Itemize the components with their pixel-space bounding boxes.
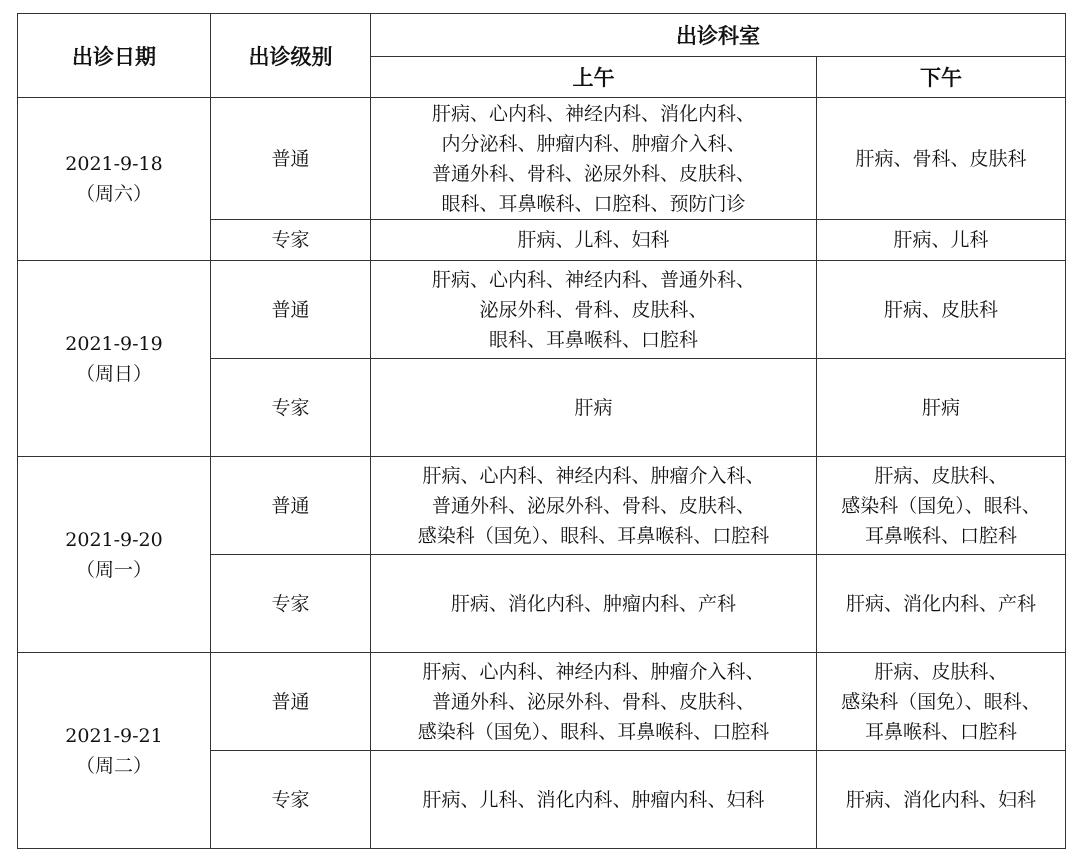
table-row bbox=[18, 98, 1066, 220]
am-cell bbox=[371, 98, 817, 220]
date-cell bbox=[18, 457, 211, 653]
am-line: 眼科、耳鼻喉科、口腔科、预防门诊 bbox=[441, 192, 746, 215]
date-line: （周二） bbox=[75, 754, 152, 777]
pm-cell bbox=[817, 457, 1066, 555]
am-line: 肝病、心内科、神经内科、肿瘤介入科、 bbox=[422, 660, 765, 683]
am-line: 肝病、心内科、神经内科、普通外科、 bbox=[431, 268, 755, 291]
date-line: 2021-9-18 bbox=[65, 153, 163, 175]
level-cell: 专家 bbox=[211, 220, 371, 261]
pm-line: 感染科（国免）、眼科、 bbox=[841, 494, 1041, 517]
pm-cell bbox=[817, 751, 1066, 849]
pm-line: 肝病 bbox=[921, 396, 960, 419]
am-line: 普通外科、泌尿外科、骨科、皮肤科、 bbox=[431, 690, 755, 713]
pm-line: 肝病、消化内科、妇科 bbox=[845, 788, 1036, 811]
table-row bbox=[18, 653, 1066, 751]
level-cell: 专家 bbox=[211, 359, 371, 457]
pm-cell bbox=[817, 261, 1066, 359]
table-row bbox=[18, 261, 1066, 359]
date-line: （周日） bbox=[75, 362, 152, 385]
pm-line: 肝病、消化内科、产科 bbox=[845, 592, 1036, 615]
am-cell bbox=[371, 261, 817, 359]
am-cell bbox=[371, 555, 817, 653]
date-line: 2021-9-21 bbox=[65, 724, 163, 747]
date-cell bbox=[18, 98, 211, 261]
clinic-schedule-table bbox=[17, 13, 1066, 849]
table-row bbox=[18, 457, 1066, 555]
pm-line: 肝病、皮肤科、 bbox=[874, 464, 1008, 487]
pm-line: 肝病、骨科、皮肤科 bbox=[855, 147, 1027, 170]
am-line: 肝病、儿科、消化内科、肿瘤内科、妇科 bbox=[422, 788, 765, 811]
pm-line: 耳鼻喉科、口腔科 bbox=[864, 720, 1017, 743]
header-am: 上午 bbox=[371, 57, 817, 98]
header-date: 出诊日期 bbox=[18, 14, 211, 98]
am-cell bbox=[371, 457, 817, 555]
schedule-body bbox=[18, 98, 1066, 849]
date-line: （周六） bbox=[75, 183, 152, 205]
pm-line: 耳鼻喉科、口腔科 bbox=[864, 524, 1017, 547]
am-cell bbox=[371, 359, 817, 457]
level-cell: 普通 bbox=[211, 653, 371, 751]
am-line: 肝病 bbox=[574, 396, 613, 419]
am-line: 肝病、心内科、神经内科、消化内科、 bbox=[431, 102, 755, 125]
am-line: 普通外科、骨科、泌尿外科、皮肤科、 bbox=[431, 162, 755, 185]
pm-line: 肝病、皮肤科、 bbox=[874, 660, 1008, 683]
pm-cell bbox=[817, 359, 1066, 457]
am-line: 肝病、儿科、妇科 bbox=[517, 229, 670, 251]
pm-cell bbox=[817, 653, 1066, 751]
level-cell: 专家 bbox=[211, 751, 371, 849]
level-cell: 专家 bbox=[211, 555, 371, 653]
date-cell bbox=[18, 653, 211, 849]
pm-line: 肝病、儿科 bbox=[893, 229, 989, 251]
am-line: 感染科（国免）、眼科、耳鼻喉科、口腔科 bbox=[417, 524, 770, 547]
header-pm: 下午 bbox=[817, 57, 1066, 98]
date-line: （周一） bbox=[75, 558, 152, 581]
header-dept: 出诊科室 bbox=[371, 14, 1066, 57]
pm-cell bbox=[817, 220, 1066, 261]
header-level: 出诊级别 bbox=[211, 14, 371, 98]
am-line: 肝病、消化内科、肿瘤内科、产科 bbox=[450, 592, 736, 615]
am-line: 泌尿外科、骨科、皮肤科、 bbox=[479, 298, 708, 321]
date-cell bbox=[18, 261, 211, 457]
am-line: 肝病、心内科、神经内科、肿瘤介入科、 bbox=[422, 464, 765, 487]
am-line: 眼科、耳鼻喉科、口腔科 bbox=[488, 328, 698, 351]
level-cell: 普通 bbox=[211, 98, 371, 220]
am-cell bbox=[371, 653, 817, 751]
date-line: 2021-9-19 bbox=[65, 332, 163, 355]
pm-cell bbox=[817, 98, 1066, 220]
level-cell: 普通 bbox=[211, 261, 371, 359]
level-cell: 普通 bbox=[211, 457, 371, 555]
am-line: 感染科（国免）、眼科、耳鼻喉科、口腔科 bbox=[417, 720, 770, 743]
am-line: 内分泌科、肿瘤内科、肿瘤介入科、 bbox=[441, 132, 746, 155]
date-line: 2021-9-20 bbox=[65, 528, 163, 551]
pm-cell bbox=[817, 555, 1066, 653]
pm-line: 感染科（国免）、眼科、 bbox=[841, 690, 1041, 713]
pm-line: 肝病、皮肤科 bbox=[883, 298, 998, 321]
am-cell bbox=[371, 220, 817, 261]
am-cell bbox=[371, 751, 817, 849]
am-line: 普通外科、泌尿外科、骨科、皮肤科、 bbox=[431, 494, 755, 517]
